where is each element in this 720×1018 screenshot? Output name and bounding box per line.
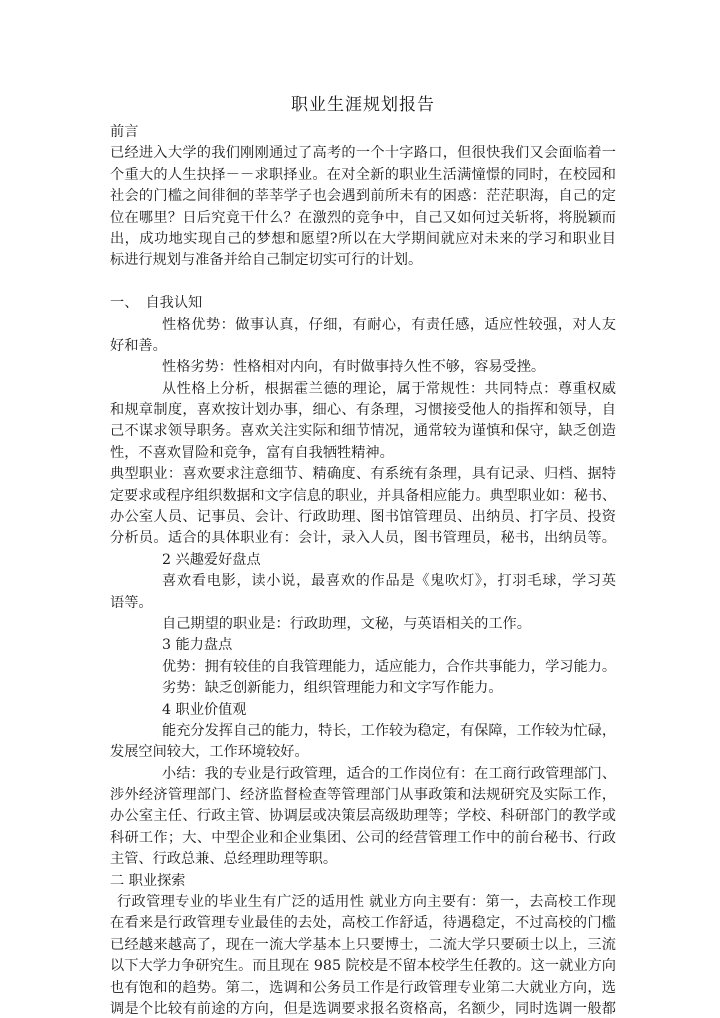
paragraph-line: 调是个比较有前途的方向，但是选调要求报名资格高，名额少，同时选调一般都 xyxy=(110,1001,616,1017)
paragraph-line: 行政管理专业的毕业生有广泛的适用性 就业方向主要有：第一，去高校工作现 xyxy=(117,894,616,911)
paragraph-line: 己不谋求领导职务。喜欢关注实际和细节情况，通常较为谨慎和保守，缺乏创造 xyxy=(110,423,616,440)
section-heading-self-awareness: 一、 自我认知 xyxy=(110,295,203,312)
paragraph-line: 好和善。 xyxy=(110,337,167,354)
paragraph-line: 位在哪里？日后究竟干什么？在激烈的竞争中，自己又如何过关斩将，将脱颖而 xyxy=(110,209,616,226)
paragraph-line: 优势：拥有较佳的自我管理能力，适应能力，合作共事能力，学习能力。 xyxy=(162,658,617,675)
paragraph-line: 性格优势：做事认真，仔细，有耐心，有责任感，适应性较强，对人友 xyxy=(162,316,616,333)
paragraph-line: 社会的门槛之间徘徊的莘莘学子也会遇到前所未有的困惑：茫茫职海，自己的定 xyxy=(110,188,616,205)
paragraph-line: 典型职业：喜欢要求注意细节、精确度、有系统有条理，具有记录、归档、据特 xyxy=(110,466,616,483)
paragraph-line: 发展空间较大，工作环境较好。 xyxy=(110,744,309,761)
paragraph-line: 以下大学力争研究生。而且现在 985 院校是不留本校学生任教的。这一就业方向 xyxy=(110,958,616,975)
paragraph-line: 从性格上分析，根据霍兰德的理论，属于常规性：共同特点：尊重权威 xyxy=(162,380,616,397)
page-title: 职业生涯规划报告 xyxy=(291,95,435,115)
paragraph-line: 标进行规划与准备并给自己制定切实可行的计划。 xyxy=(110,252,423,269)
paragraph-line: 和规章制度，喜欢按计划办事，细心、有条理，习惯接受他人的指挥和领导，自 xyxy=(110,402,616,419)
section-heading-career-exploration: 二 职业探索 xyxy=(110,872,186,889)
paragraph-line: 语等。 xyxy=(110,594,153,611)
paragraph-line: 办公室主任、行政主管、协调层或决策层高级助理等；学校、科研部门的教学或 xyxy=(110,808,616,825)
heading-preface: 前言 xyxy=(110,124,139,140)
paragraph-line: 办公室人员、记事员、会计、行政助理、图书馆管理员、出纳员、打字员、投资 xyxy=(110,509,616,526)
paragraph-line: 分析员。适合的具体职业有：会计，录入人员，图书管理员，秘书，出纳员等。 xyxy=(110,530,616,547)
paragraph-line: 性，不喜欢冒险和竞争，富有自我牺牲精神。 xyxy=(110,444,394,461)
paragraph-line: 自己期望的职业是：行政助理，文秘，与英语相关的工作。 xyxy=(162,615,531,632)
paragraph-line: 也有饱和的趋势。第二，选调和公务员工作是行政管理专业第二大就业方向，选 xyxy=(110,979,616,996)
paragraph-line: 能充分发挥自己的能力，特长，工作较为稳定，有保障，工作较为忙碌， xyxy=(162,722,617,739)
paragraph-line: 已经越来越高了，现在一流大学基本上只要博士，二流大学只要硕士以上，三流 xyxy=(110,936,616,953)
paragraph-line: 劣势：缺乏创新能力，组织管理能力和文字写作能力。 xyxy=(162,680,503,697)
subheading-interests: 2 兴趣爱好盘点 xyxy=(162,551,261,568)
paragraph-line: 主管、行政总兼、总经理助理等职。 xyxy=(110,851,338,868)
paragraph-line: 定要求或程序组织数据和文字信息的职业，并具备相应能力。典型职业如：秘书、 xyxy=(110,487,616,504)
paragraph-line: 涉外经济管理部门、经济监督检查等管理部门从事政策和法规研究及实际工作， xyxy=(110,787,616,804)
paragraph-line: 小结：我的专业是行政管理，适合的工作岗位有：在工商行政管理部门、 xyxy=(162,765,617,782)
paragraph-line: 在看来是行政管理专业最佳的去处，高校工作舒适，待遇稳定，不过高校的门槛 xyxy=(110,915,616,932)
subheading-values: 4 职业价值观 xyxy=(162,701,247,718)
paragraph-line: 已经进入大学的我们刚刚通过了高考的一个十字路口，但很快我们又会面临着一 xyxy=(110,145,616,162)
subheading-abilities: 3 能力盘点 xyxy=(162,637,233,654)
paragraph-line: 科研工作；大、中型企业和企业集团、公司的经营管理工作中的前台秘书、行政 xyxy=(110,829,616,846)
paragraph-line: 个重大的人生抉择－－求职择业。在对全新的职业生活满憧憬的同时，在校园和 xyxy=(110,166,616,183)
paragraph-line: 喜欢看电影，读小说，最喜欢的作品是《鬼吹灯》，打羽毛球，学习英 xyxy=(162,573,616,590)
paragraph-line: 性格劣势：性格相对内向，有时做事持久性不够，容易受挫。 xyxy=(162,359,546,376)
paragraph-line: 出，成功地实现自己的梦想和愿望?所以在大学期间就应对未来的学习和职业目 xyxy=(110,230,616,247)
